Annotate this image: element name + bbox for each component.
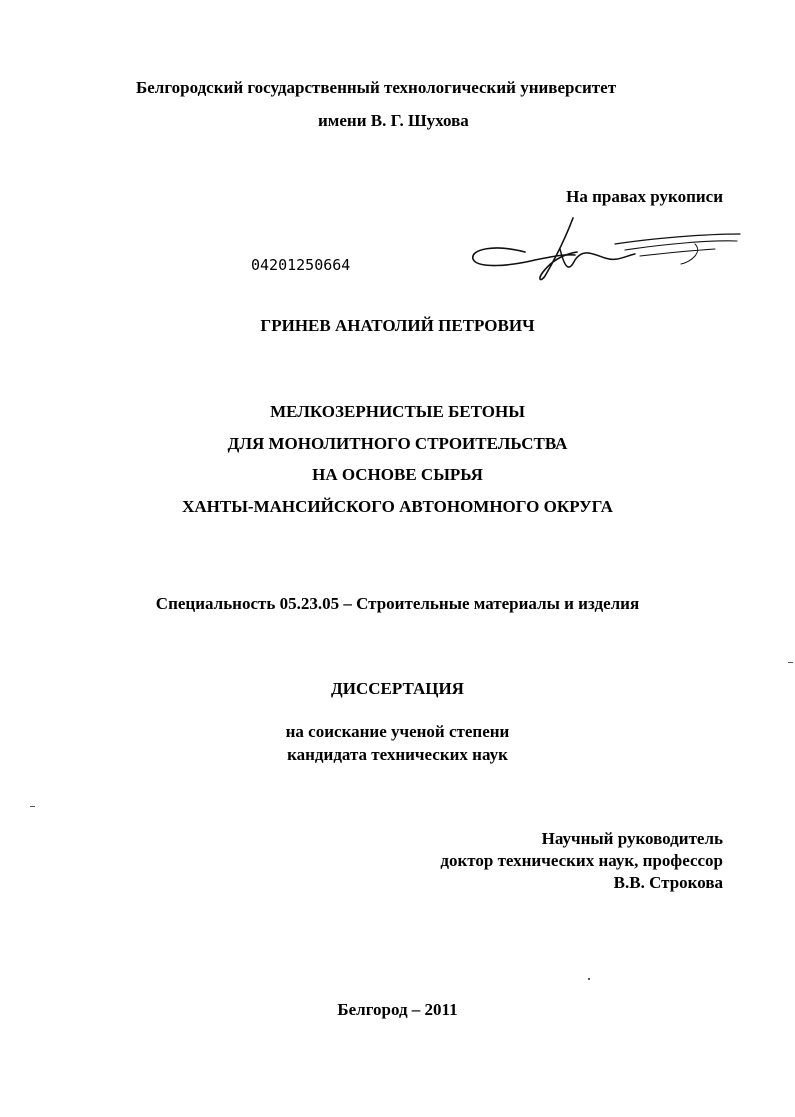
advisor-credentials: доктор технических наук, профессор [440, 851, 723, 870]
degree-line-1: на соискание ученой степени [285, 722, 510, 741]
scan-speck [588, 978, 590, 980]
advisor-name: В.В. Строкова [613, 873, 723, 892]
registration-number: 04201250664 [251, 256, 351, 274]
title-line-3: НА ОСНОВЕ СЫРЬЯ [312, 465, 483, 484]
title-line-4: ХАНТЫ-МАНСИЙСКОГО АВТОНОМНОГО ОКРУГА [182, 497, 613, 516]
scan-speck [788, 662, 793, 663]
degree-line-2: кандидата технических наук [287, 745, 508, 764]
city-year: Белгород – 2011 [337, 1000, 458, 1019]
scan-speck [30, 806, 35, 807]
rights-note: На правах рукописи [566, 187, 723, 206]
university-name: Белгородский государственный технологический университет [136, 78, 617, 97]
document-type: ДИССЕРТАЦИЯ [331, 679, 464, 698]
handwritten-signature [465, 214, 745, 289]
title-line-2: ДЛЯ МОНОЛИТНОГО СТРОИТЕЛЬСТВА [227, 434, 568, 453]
title-line-1: МЕЛКОЗЕРНИСТЫЕ БЕТОНЫ [270, 402, 525, 421]
university-named-after: имени В. Г. Шухова [318, 111, 469, 130]
advisor-role: Научный руководитель [541, 829, 723, 848]
specialty: Специальность 05.23.05 – Строительные материалы и изделия [155, 594, 640, 613]
author-name: ГРИНЕВ АНАТОЛИЙ ПЕТРОВИЧ [260, 316, 535, 335]
